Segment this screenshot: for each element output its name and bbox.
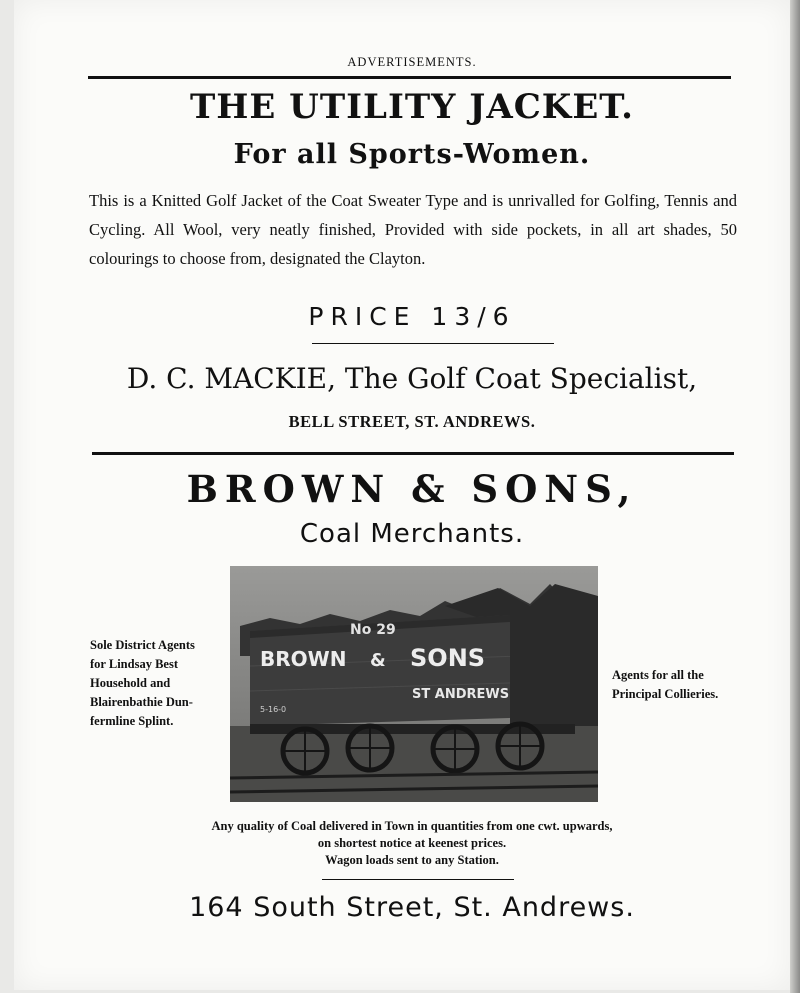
wagon-name-right: SONS bbox=[410, 644, 486, 672]
brown-subtitle: Coal Merchants. bbox=[299, 519, 525, 549]
agents-right-note: Agents for all the Principal Collieries. bbox=[612, 668, 719, 701]
page-edge-shadow bbox=[790, 0, 800, 993]
utility-body: This is a Knitted Golf Jacket of the Coat Sweater Type and is unrivalled for Golfing, Tennis and Cycling. All Wool, very neatly finished, Provided with side pockets, in all art shades, 50 colourings to choose from, designated the Clayton. bbox=[89, 191, 737, 268]
price-rule bbox=[312, 343, 554, 344]
utility-subtitle: For all Sports-Women. bbox=[233, 139, 591, 170]
wagon-tare: 5-16-0 bbox=[260, 705, 287, 714]
notice-rule bbox=[322, 879, 514, 880]
brown-title: BROWN & SONS, bbox=[186, 467, 638, 511]
header-rule bbox=[88, 76, 731, 79]
utility-title: THE UTILITY JACKET. bbox=[190, 87, 634, 127]
seller-name: D. C. MACKIE, The Golf Coat Specialist, bbox=[126, 362, 698, 395]
seller-address: BELL STREET, ST. ANDREWS. bbox=[288, 412, 536, 431]
wagon-name-left: BROWN bbox=[260, 647, 347, 671]
brown-address: 164 South Street, St. Andrews. bbox=[189, 892, 635, 923]
wagon-number: No 29 bbox=[350, 622, 396, 638]
utility-price: PRICE 13/6 bbox=[308, 302, 516, 331]
delivery-notice: Any quality of Coal delivered in Town in quantities from one cwt. upwards, on shortest notice at keenest prices. Wagon loads sent to any Station. bbox=[211, 819, 613, 867]
wagon-ampersand: & bbox=[370, 650, 386, 671]
agents-left-note: Sole District Agents for Lindsay Best Household and Blairenbathie Dun- fermline Splint. bbox=[90, 638, 195, 728]
ad-divider-rule bbox=[92, 452, 734, 455]
section-header: ADVERTISEMENTS. bbox=[347, 55, 477, 69]
wagon-town: ST ANDREWS bbox=[412, 687, 510, 702]
coal-wagon-photo bbox=[230, 566, 598, 802]
